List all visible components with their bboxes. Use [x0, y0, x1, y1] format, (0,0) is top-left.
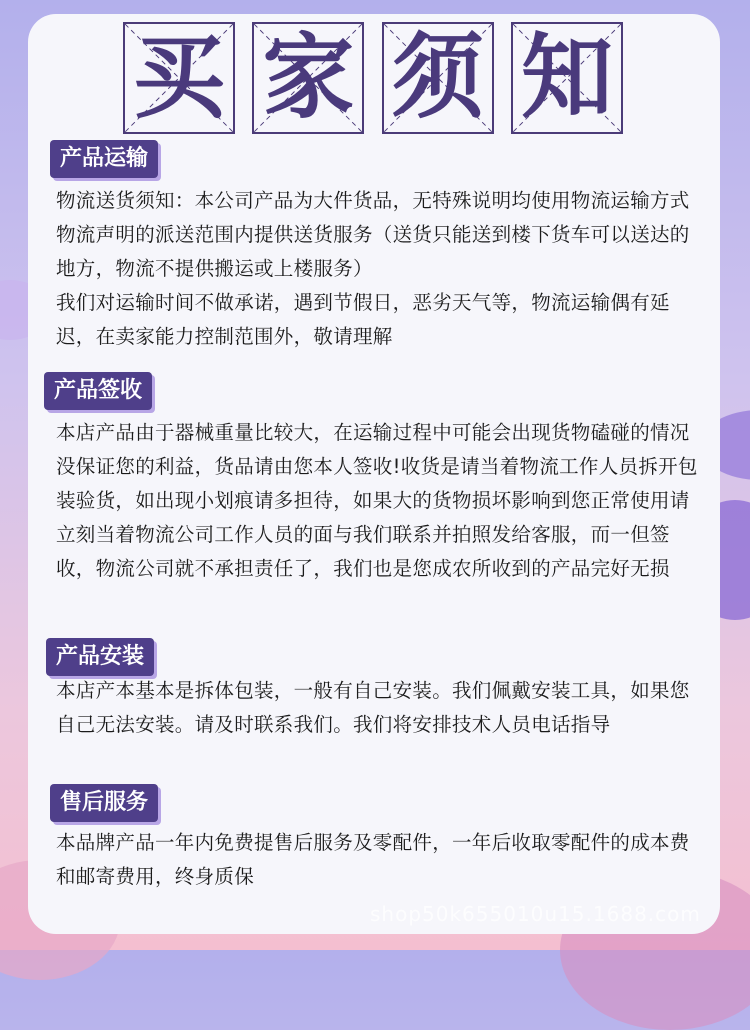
title-char: 须: [391, 24, 484, 131]
section-text-after-sales: [56, 826, 706, 894]
title-char-box: [382, 22, 494, 134]
title-char-box: [252, 22, 364, 134]
section-text-installation: [56, 674, 706, 742]
title-char: 家: [262, 24, 355, 131]
paragraph: 本品牌产品一年内免费提售后服务及零配件，一年后收取零配件的成本费和邮寄费用，终身质保: [56, 831, 690, 888]
section-text-shipping: [56, 184, 706, 354]
title-char-box: [123, 22, 235, 134]
paragraph: 我们对运输时间不做承诺，遇到节假日，恶劣天气等，物流运输偶有延迟，在卖家能力控制范围外，敬请理解: [56, 291, 670, 348]
watermark: shop50k655010u15.1688.com: [370, 902, 701, 926]
title-char-box: [511, 22, 623, 134]
paragraph: 本店产本基本是拆体包装，一般有自己安装。我们佩戴安装工具，如果您自己无法安装。请及时联系我们。我们将安排技术人员电话指导: [56, 679, 690, 736]
paragraph: 物流送货须知：本公司产品为大件货品，无特殊说明均使用物流运输方式物流声明的派送范围内提供送货服务（送货只能送到楼下货车可以送达的地方，物流不提供搬运或上楼服务）: [56, 189, 690, 280]
section-label-receipt: 产品签收: [44, 372, 152, 410]
section-label-shipping: 产品运输: [50, 140, 158, 178]
section-label-after-sales: 售后服务: [50, 784, 158, 822]
section-label-installation: 产品安装: [46, 638, 154, 676]
paragraph: 本店产品由于器械重量比较大，在运输过程中可能会出现货物磕碰的情况没保证您的利益，货品请由您本人签收!收货是请当着物流工作人员拆开包装验货，如出现小划痕请多担待，如果大的货物损坏影响到您正常使用请立刻当着物流公司工作人员的面与我们联系并拍照发给客服，而一但签收，物流公司就不承担责任了，我们也是您成农所收到的产品完好无损: [56, 421, 698, 580]
title-char: 买: [132, 24, 225, 131]
page-title: [123, 22, 623, 142]
title-char: 知: [520, 24, 613, 131]
section-text-receipt: [56, 416, 706, 586]
notice-card: [28, 14, 720, 934]
